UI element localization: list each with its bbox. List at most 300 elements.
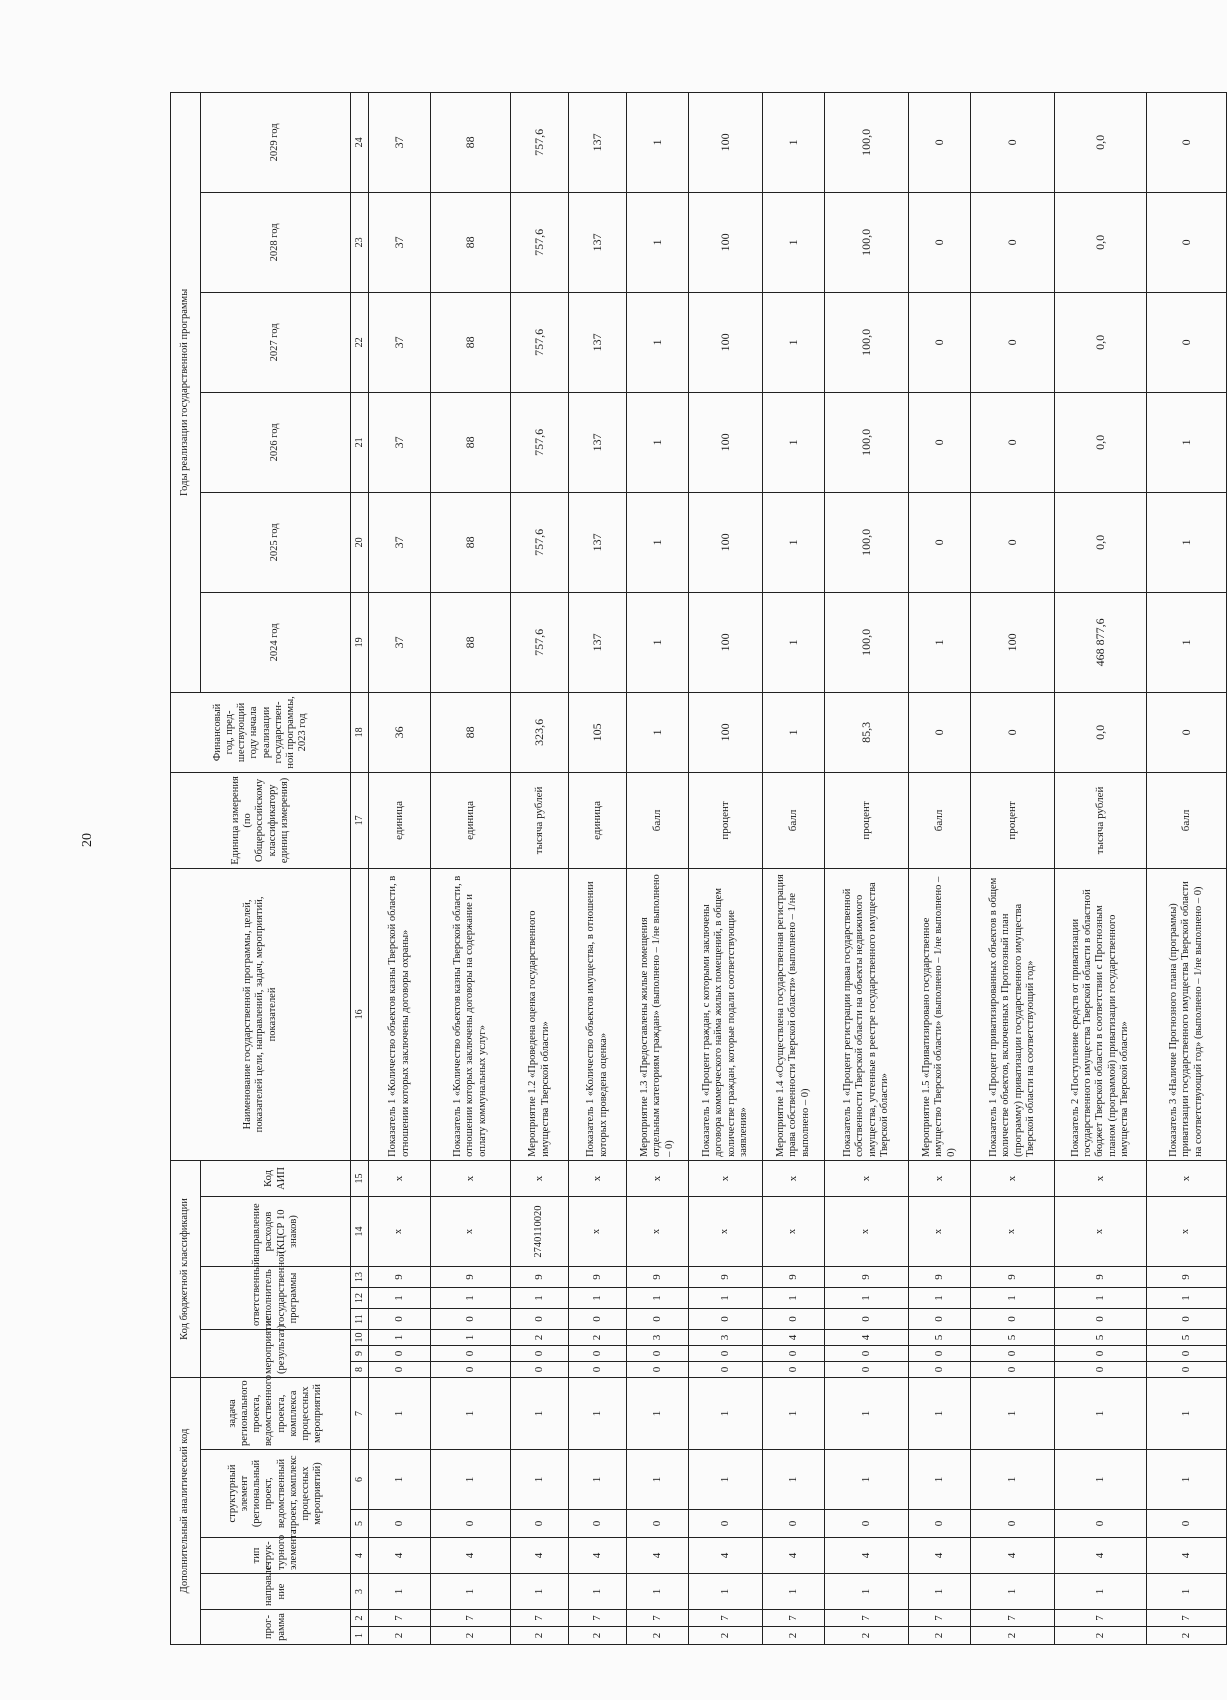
unit-cell: балл — [1147, 772, 1227, 868]
base-year-value: 0 — [971, 692, 1055, 772]
code-cell: 9 — [763, 1267, 825, 1288]
code-cell: 2 — [627, 1627, 689, 1645]
code-cell: 1 — [511, 1288, 569, 1309]
year-value: 37 — [369, 492, 431, 592]
year-value: 1 — [763, 292, 825, 392]
code-cell: 1 — [369, 1378, 431, 1450]
code-cell: 4 — [369, 1538, 431, 1574]
indicator-name: Показатель 1 «Процент приватизированных объектов в общем количестве объектов, включенных в Прогнозный план (программу) приватизации государственного имущества Тверской области на соответствующий год» — [971, 868, 1055, 1160]
year-value: 37 — [369, 92, 431, 192]
base-year-value: 323,6 — [511, 692, 569, 772]
code-cell: x — [431, 1197, 511, 1267]
year-value: 100,0 — [825, 392, 909, 492]
header-year-2024: 2024 год — [201, 592, 351, 692]
year-value: 1 — [763, 92, 825, 192]
year-value: 0 — [909, 492, 971, 592]
header-name: Наименование государственной программы, целей, показателей цели, направлений, задач, мероприятий, показателей — [171, 868, 351, 1160]
code-cell: 0 — [689, 1510, 763, 1538]
year-value: 137 — [569, 292, 627, 392]
column-number: 7 — [351, 1378, 369, 1450]
unit-cell: единица — [431, 772, 511, 868]
code-cell: 0 — [1147, 1362, 1227, 1378]
code-cell: 0 — [689, 1362, 763, 1378]
code-cell: x — [825, 1197, 909, 1267]
code-cell: 9 — [569, 1267, 627, 1288]
code-cell: 2 — [689, 1627, 763, 1645]
code-cell: 1 — [369, 1288, 431, 1309]
code-cell: 7 — [825, 1610, 909, 1627]
code-cell: 0 — [369, 1510, 431, 1538]
year-value: 100 — [689, 292, 763, 392]
code-cell: 0 — [569, 1346, 627, 1362]
code-cell: 0 — [971, 1309, 1055, 1330]
year-value: 100 — [689, 492, 763, 592]
year-value: 137 — [569, 492, 627, 592]
code-cell: x — [971, 1197, 1055, 1267]
column-number: 14 — [351, 1197, 369, 1267]
code-cell: 5 — [971, 1330, 1055, 1346]
code-cell: 7 — [689, 1610, 763, 1627]
year-value: 1 — [763, 392, 825, 492]
base-year-value: 36 — [369, 692, 431, 772]
year-value: 0,0 — [1055, 292, 1147, 392]
unit-cell: балл — [909, 772, 971, 868]
code-cell: 1 — [431, 1288, 511, 1309]
column-number: 17 — [351, 772, 369, 868]
code-cell: 1 — [1055, 1574, 1147, 1610]
header-struct-type: тип струк-турного элемента — [201, 1538, 351, 1574]
code-cell: 0 — [763, 1346, 825, 1362]
year-value: 1 — [627, 92, 689, 192]
unit-cell: процент — [689, 772, 763, 868]
code-cell: 0 — [1055, 1309, 1147, 1330]
code-cell: 9 — [627, 1267, 689, 1288]
code-cell: x — [689, 1160, 763, 1196]
table-row — [1147, 92, 1227, 1644]
year-value: 137 — [569, 592, 627, 692]
code-cell: 2 — [971, 1627, 1055, 1645]
code-cell: 2 — [1055, 1627, 1147, 1645]
year-value: 100,0 — [825, 92, 909, 192]
column-number: 23 — [351, 192, 369, 292]
code-cell: 0 — [1147, 1309, 1227, 1330]
code-cell: 1 — [1147, 1288, 1227, 1309]
year-value: 0 — [909, 192, 971, 292]
column-number: 19 — [351, 592, 369, 692]
year-value: 0 — [1147, 192, 1227, 292]
header-year-2025: 2025 год — [201, 492, 351, 592]
code-cell: 9 — [689, 1267, 763, 1288]
code-cell: 1 — [825, 1288, 909, 1309]
base-year-value: 105 — [569, 692, 627, 772]
unit-cell: единица — [569, 772, 627, 868]
code-cell: 0 — [511, 1346, 569, 1362]
year-value: 0,0 — [1055, 192, 1147, 292]
indicator-name: Показатель 1 «Количество объектов казны Тверской области, в отношении которых заключены договоры охраны» — [369, 868, 431, 1160]
year-value: 137 — [569, 392, 627, 492]
table-row — [369, 92, 431, 1644]
year-value: 37 — [369, 292, 431, 392]
code-cell: 7 — [431, 1610, 511, 1627]
year-value: 757,6 — [511, 92, 569, 192]
year-value: 1 — [627, 592, 689, 692]
table-row — [909, 92, 971, 1644]
code-cell: 5 — [1055, 1330, 1147, 1346]
code-cell: 0 — [909, 1346, 971, 1362]
code-cell: 1 — [369, 1330, 431, 1346]
code-cell: 1 — [1055, 1288, 1147, 1309]
code-cell: 0 — [909, 1362, 971, 1378]
header-task: задача регионального проекта, ведомственного проекта, комплекса процессных мероприятий — [201, 1378, 351, 1450]
base-year-value: 0 — [1147, 692, 1227, 772]
base-year-value: 85,3 — [825, 692, 909, 772]
year-value: 0 — [971, 292, 1055, 392]
header-struct-element: структурный элемент (региональный проект, ведомственный проект, комплекс процессных мероприятий) — [201, 1450, 351, 1538]
year-value: 0,0 — [1055, 92, 1147, 192]
indicator-name: Показатель 1 «Процент регистрации права государственной собственности Тверской области на объекты недвижимого имущества, учтенные в реестре государственного имущества Тверской области» — [825, 868, 909, 1160]
code-cell: 0 — [369, 1309, 431, 1330]
rotated-table-wrapper — [170, 95, 1204, 1645]
column-number: 6 — [351, 1450, 369, 1510]
column-number: 16 — [351, 868, 369, 1160]
column-number: 9 — [351, 1346, 369, 1362]
year-value: 1 — [909, 592, 971, 692]
year-value: 88 — [431, 292, 511, 392]
code-cell: 1 — [909, 1450, 971, 1510]
header-budget-code: Код бюджетной классификации — [171, 1160, 201, 1377]
code-cell: 9 — [1147, 1267, 1227, 1288]
code-cell: 1 — [763, 1450, 825, 1510]
indicator-name: Мероприятие 1.5 «Приватизировано государственное имущество Тверской области» (выполнено – 1/не выполнено – 0) — [909, 868, 971, 1160]
code-cell: 1 — [909, 1288, 971, 1309]
column-number: 20 — [351, 492, 369, 592]
unit-cell: тысяча рублей — [511, 772, 569, 868]
year-value: 1 — [763, 592, 825, 692]
code-cell: 7 — [763, 1610, 825, 1627]
code-cell: 1 — [689, 1450, 763, 1510]
code-cell: 1 — [1147, 1574, 1227, 1610]
indicator-name: Показатель 1 «Количество объектов имущества, в отношении которых проведена оценка» — [569, 868, 627, 1160]
year-value: 88 — [431, 392, 511, 492]
code-cell: 0 — [369, 1346, 431, 1362]
code-cell: 0 — [627, 1510, 689, 1538]
code-cell: 1 — [569, 1378, 627, 1450]
code-cell: 0 — [971, 1346, 1055, 1362]
year-value: 0 — [909, 92, 971, 192]
code-cell: 0 — [909, 1309, 971, 1330]
header-year-2026: 2026 год — [201, 392, 351, 492]
code-cell: 0 — [569, 1362, 627, 1378]
code-cell: 0 — [1055, 1362, 1147, 1378]
code-cell: 7 — [627, 1610, 689, 1627]
page-number: 20 — [80, 833, 95, 847]
year-value: 1 — [763, 492, 825, 592]
year-value: 757,6 — [511, 192, 569, 292]
code-cell: 0 — [569, 1309, 627, 1330]
code-cell: 3 — [627, 1330, 689, 1346]
indicator-name: Показатель 2 «Поступление средств от приватизации государственного имущества Тверской области в областной бюджет Тверской области в соответствии с Прогнозным планом (программой) приватизации государственного имущества Тверской области» — [1055, 868, 1147, 1160]
code-cell: x — [1055, 1197, 1147, 1267]
code-cell: 0 — [431, 1346, 511, 1362]
table-row — [627, 92, 689, 1644]
code-cell: 2 — [511, 1627, 569, 1645]
year-value: 757,6 — [511, 492, 569, 592]
code-cell: 1 — [909, 1378, 971, 1450]
code-cell: 0 — [763, 1309, 825, 1330]
code-cell: 2740110020 — [511, 1197, 569, 1267]
program-indicators-table — [170, 92, 1227, 1645]
code-cell: 1 — [627, 1288, 689, 1309]
code-cell: 1 — [511, 1450, 569, 1510]
year-value: 1 — [627, 292, 689, 392]
column-number: 3 — [351, 1574, 369, 1610]
year-value: 0,0 — [1055, 392, 1147, 492]
code-cell: x — [627, 1160, 689, 1196]
year-value: 100 — [689, 92, 763, 192]
unit-cell: единица — [369, 772, 431, 868]
year-value: 37 — [369, 392, 431, 492]
code-cell: 0 — [627, 1362, 689, 1378]
code-cell: x — [369, 1160, 431, 1196]
year-value: 0 — [909, 292, 971, 392]
indicator-name: Показатель 1 «Процент граждан, с которыми заключены договора коммерческого найма жилых помещений, в общем количестве граждан, которые подали соответствующие заявления» — [689, 868, 763, 1160]
code-cell: 7 — [569, 1610, 627, 1627]
code-cell: 0 — [511, 1362, 569, 1378]
column-number: 13 — [351, 1267, 369, 1288]
indicator-name: Мероприятие 1.3 «Предоставлены жилые помещения отдельным категориям граждан» (выполнено – 1/не выполнено – 0) — [627, 868, 689, 1160]
header-program: прог-рамма — [201, 1610, 351, 1645]
code-cell: x — [689, 1197, 763, 1267]
code-cell: x — [569, 1160, 627, 1196]
code-cell: 0 — [511, 1510, 569, 1538]
year-value: 100 — [689, 392, 763, 492]
code-cell: 2 — [763, 1627, 825, 1645]
code-cell: 0 — [689, 1309, 763, 1330]
code-cell: 1 — [511, 1574, 569, 1610]
code-cell: x — [763, 1160, 825, 1196]
code-cell: 0 — [627, 1346, 689, 1362]
column-number-row — [351, 92, 369, 1644]
year-value: 100,0 — [825, 492, 909, 592]
column-number: 12 — [351, 1288, 369, 1309]
code-cell: x — [1147, 1160, 1227, 1196]
code-cell: 7 — [909, 1610, 971, 1627]
code-cell: 1 — [369, 1574, 431, 1610]
code-cell: 1 — [825, 1574, 909, 1610]
code-cell: 1 — [763, 1288, 825, 1309]
code-cell: 1 — [569, 1288, 627, 1309]
code-cell: 1 — [689, 1378, 763, 1450]
code-cell: x — [569, 1197, 627, 1267]
year-value: 0 — [1147, 92, 1227, 192]
year-value: 0,0 — [1055, 492, 1147, 592]
code-cell: 1 — [971, 1450, 1055, 1510]
code-cell: x — [971, 1160, 1055, 1196]
indicator-name: Мероприятие 1.4 «Осуществлена государственная регистрация права собственности Тверской области» (выполнено – 1/не выполнено – 0) — [763, 868, 825, 1160]
year-value: 757,6 — [511, 592, 569, 692]
unit-cell: балл — [763, 772, 825, 868]
code-cell: 0 — [569, 1510, 627, 1538]
year-value: 100,0 — [825, 592, 909, 692]
code-cell: 4 — [569, 1538, 627, 1574]
code-cell: 0 — [825, 1346, 909, 1362]
table-row — [971, 92, 1055, 1644]
code-cell: 0 — [1055, 1510, 1147, 1538]
code-cell: 0 — [1147, 1346, 1227, 1362]
code-cell: 4 — [1147, 1538, 1227, 1574]
unit-cell: балл — [627, 772, 689, 868]
code-cell: 9 — [369, 1267, 431, 1288]
year-value: 137 — [569, 192, 627, 292]
code-cell: x — [909, 1160, 971, 1196]
year-value: 0 — [971, 492, 1055, 592]
code-cell: 4 — [627, 1538, 689, 1574]
column-number: 15 — [351, 1160, 369, 1196]
code-cell: 1 — [431, 1378, 511, 1450]
code-cell: 0 — [431, 1309, 511, 1330]
column-number: 11 — [351, 1309, 369, 1330]
code-cell: 1 — [971, 1378, 1055, 1450]
code-cell: 1 — [909, 1574, 971, 1610]
code-cell: x — [431, 1160, 511, 1196]
code-cell: 1 — [569, 1450, 627, 1510]
year-value: 1 — [627, 192, 689, 292]
header-fin-year: Финансовый год, пред-шествующий году начала реализации государствен-ной программы, 2023 год — [171, 692, 351, 772]
code-cell: 3 — [689, 1330, 763, 1346]
code-cell: 1 — [569, 1574, 627, 1610]
code-cell: 0 — [511, 1309, 569, 1330]
code-cell: 1 — [511, 1378, 569, 1450]
year-value: 37 — [369, 592, 431, 692]
table-row — [1055, 92, 1147, 1644]
code-cell: 0 — [971, 1362, 1055, 1378]
code-cell: 1 — [825, 1450, 909, 1510]
code-cell: 2 — [369, 1627, 431, 1645]
indicator-name: Показатель 3 «Наличие Прогнозного плана (программы) приватизации государственного имущества Тверской области на соответствующий год» (выполнено – 1/не выполнено – 0) — [1147, 868, 1227, 1160]
code-cell: 1 — [763, 1574, 825, 1610]
code-cell: 0 — [825, 1510, 909, 1538]
year-value: 88 — [431, 592, 511, 692]
code-cell: 4 — [1055, 1538, 1147, 1574]
code-cell: 1 — [431, 1574, 511, 1610]
code-cell: 1 — [1147, 1378, 1227, 1450]
header-year-2029: 2029 год — [201, 92, 351, 192]
code-cell: 2 — [1147, 1627, 1227, 1645]
code-cell: 0 — [909, 1510, 971, 1538]
code-cell: 5 — [909, 1330, 971, 1346]
year-value: 1 — [1147, 592, 1227, 692]
column-number: 21 — [351, 392, 369, 492]
code-cell: 7 — [1147, 1610, 1227, 1627]
year-value: 1 — [763, 192, 825, 292]
code-cell: x — [1147, 1197, 1227, 1267]
code-cell: 0 — [431, 1510, 511, 1538]
code-cell: 1 — [825, 1378, 909, 1450]
code-cell: 0 — [763, 1362, 825, 1378]
base-year-value: 1 — [763, 692, 825, 772]
code-cell: 4 — [511, 1538, 569, 1574]
table-row — [511, 92, 569, 1644]
column-number: 1 — [351, 1627, 369, 1645]
header-unit: Единица измерения (по Общероссийскому классификатору единиц измерения) — [171, 772, 351, 868]
code-cell: 0 — [1147, 1510, 1227, 1538]
year-value: 88 — [431, 92, 511, 192]
code-cell: 9 — [825, 1267, 909, 1288]
code-cell: 0 — [431, 1362, 511, 1378]
year-value: 0 — [971, 92, 1055, 192]
code-cell: x — [909, 1197, 971, 1267]
year-value: 1 — [1147, 392, 1227, 492]
column-number: 2 — [351, 1610, 369, 1627]
header-event: мероприятие (результат) — [201, 1330, 351, 1378]
year-value: 100 — [689, 192, 763, 292]
code-cell: x — [369, 1197, 431, 1267]
header-direction: направле-ние — [201, 1574, 351, 1610]
code-cell: 4 — [971, 1538, 1055, 1574]
table-body — [369, 92, 1227, 1644]
code-cell: 9 — [511, 1267, 569, 1288]
code-cell: 1 — [1055, 1450, 1147, 1510]
base-year-value: 0 — [909, 692, 971, 772]
code-cell: 0 — [1055, 1346, 1147, 1362]
code-cell: 1 — [971, 1288, 1055, 1309]
column-number: 4 — [351, 1538, 369, 1574]
code-cell: 4 — [909, 1538, 971, 1574]
code-cell: 4 — [825, 1330, 909, 1346]
code-cell: 7 — [1055, 1610, 1147, 1627]
base-year-value: 88 — [431, 692, 511, 772]
year-value: 1 — [627, 392, 689, 492]
year-value: 468 877,6 — [1055, 592, 1147, 692]
year-value: 0 — [971, 392, 1055, 492]
code-cell: 2 — [511, 1330, 569, 1346]
year-value: 100,0 — [825, 192, 909, 292]
year-value: 0 — [909, 392, 971, 492]
code-cell: 7 — [971, 1610, 1055, 1627]
header-executor: ответственный исполнитель государственной программы — [201, 1267, 351, 1330]
code-cell: 9 — [971, 1267, 1055, 1288]
code-cell: 4 — [763, 1538, 825, 1574]
table-row — [689, 92, 763, 1644]
header-year-2028: 2028 год — [201, 192, 351, 292]
code-cell: x — [825, 1160, 909, 1196]
code-cell: 1 — [431, 1330, 511, 1346]
code-cell: 9 — [431, 1267, 511, 1288]
table-row — [569, 92, 627, 1644]
table-row — [763, 92, 825, 1644]
base-year-value: 100 — [689, 692, 763, 772]
year-value: 0 — [971, 192, 1055, 292]
code-cell: 2 — [909, 1627, 971, 1645]
year-value: 1 — [1147, 492, 1227, 592]
year-value: 100 — [971, 592, 1055, 692]
code-cell: 0 — [369, 1362, 431, 1378]
code-cell: 5 — [1147, 1330, 1227, 1346]
base-year-value: 0,0 — [1055, 692, 1147, 772]
year-value: 88 — [431, 492, 511, 592]
base-year-value: 1 — [627, 692, 689, 772]
year-value: 1 — [627, 492, 689, 592]
code-cell: 0 — [825, 1309, 909, 1330]
code-cell: 1 — [689, 1288, 763, 1309]
year-value: 100,0 — [825, 292, 909, 392]
column-number: 10 — [351, 1330, 369, 1346]
code-cell: 1 — [627, 1450, 689, 1510]
code-cell: 0 — [825, 1362, 909, 1378]
code-cell: 2 — [569, 1330, 627, 1346]
unit-cell: процент — [825, 772, 909, 868]
code-cell: 1 — [369, 1450, 431, 1510]
